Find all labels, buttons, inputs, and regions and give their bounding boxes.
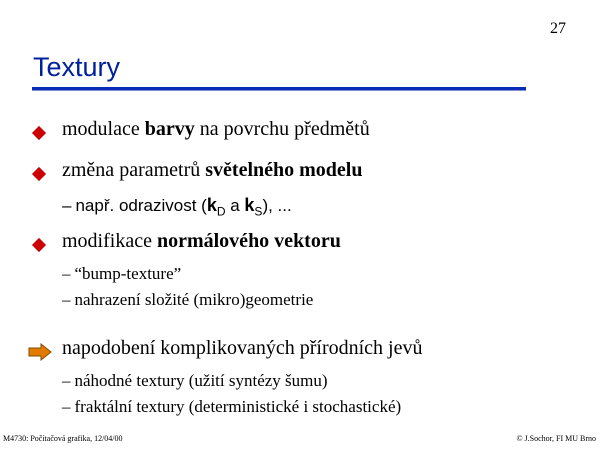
sub-item-bump: – “bump-texture” xyxy=(62,264,182,283)
sub-item-reflectivity: – např. odrazivost ($k_D$ a $k_S$), ... xyxy=(62,195,292,219)
diamond-bullet-icon xyxy=(30,236,48,254)
bullet-item-normal: modifikace normálového vektoru xyxy=(62,230,341,252)
sub-item-fractal: – fraktální textury (deterministické i stochastické) xyxy=(62,397,402,416)
sub-item-noise: – náhodné textury (užití syntézy šumu) xyxy=(62,371,328,390)
title-underline xyxy=(32,87,526,90)
diamond-bullet-icon xyxy=(30,165,48,183)
footer-copyright: © J.Sochor, FI MU Brno xyxy=(516,434,596,443)
page-number: 27 xyxy=(550,20,566,37)
bullet-item-color: modulace barvy na povrchu předmětů xyxy=(62,118,370,140)
diamond-bullet-icon xyxy=(30,124,48,142)
footer-course: M4730: Počítačová grafika, 12/04/00 xyxy=(3,434,123,443)
bullet-item-lighting: změna parametrů světelného modelu xyxy=(62,159,363,181)
arrow-bullet-icon xyxy=(28,343,52,361)
slide-title: Textury xyxy=(33,52,121,82)
bullet-item-nature: napodobení komplikovaných přírodních jevů xyxy=(62,337,423,359)
sub-item-microgeometry: – nahrazení složité (mikro)geometrie xyxy=(62,290,314,309)
